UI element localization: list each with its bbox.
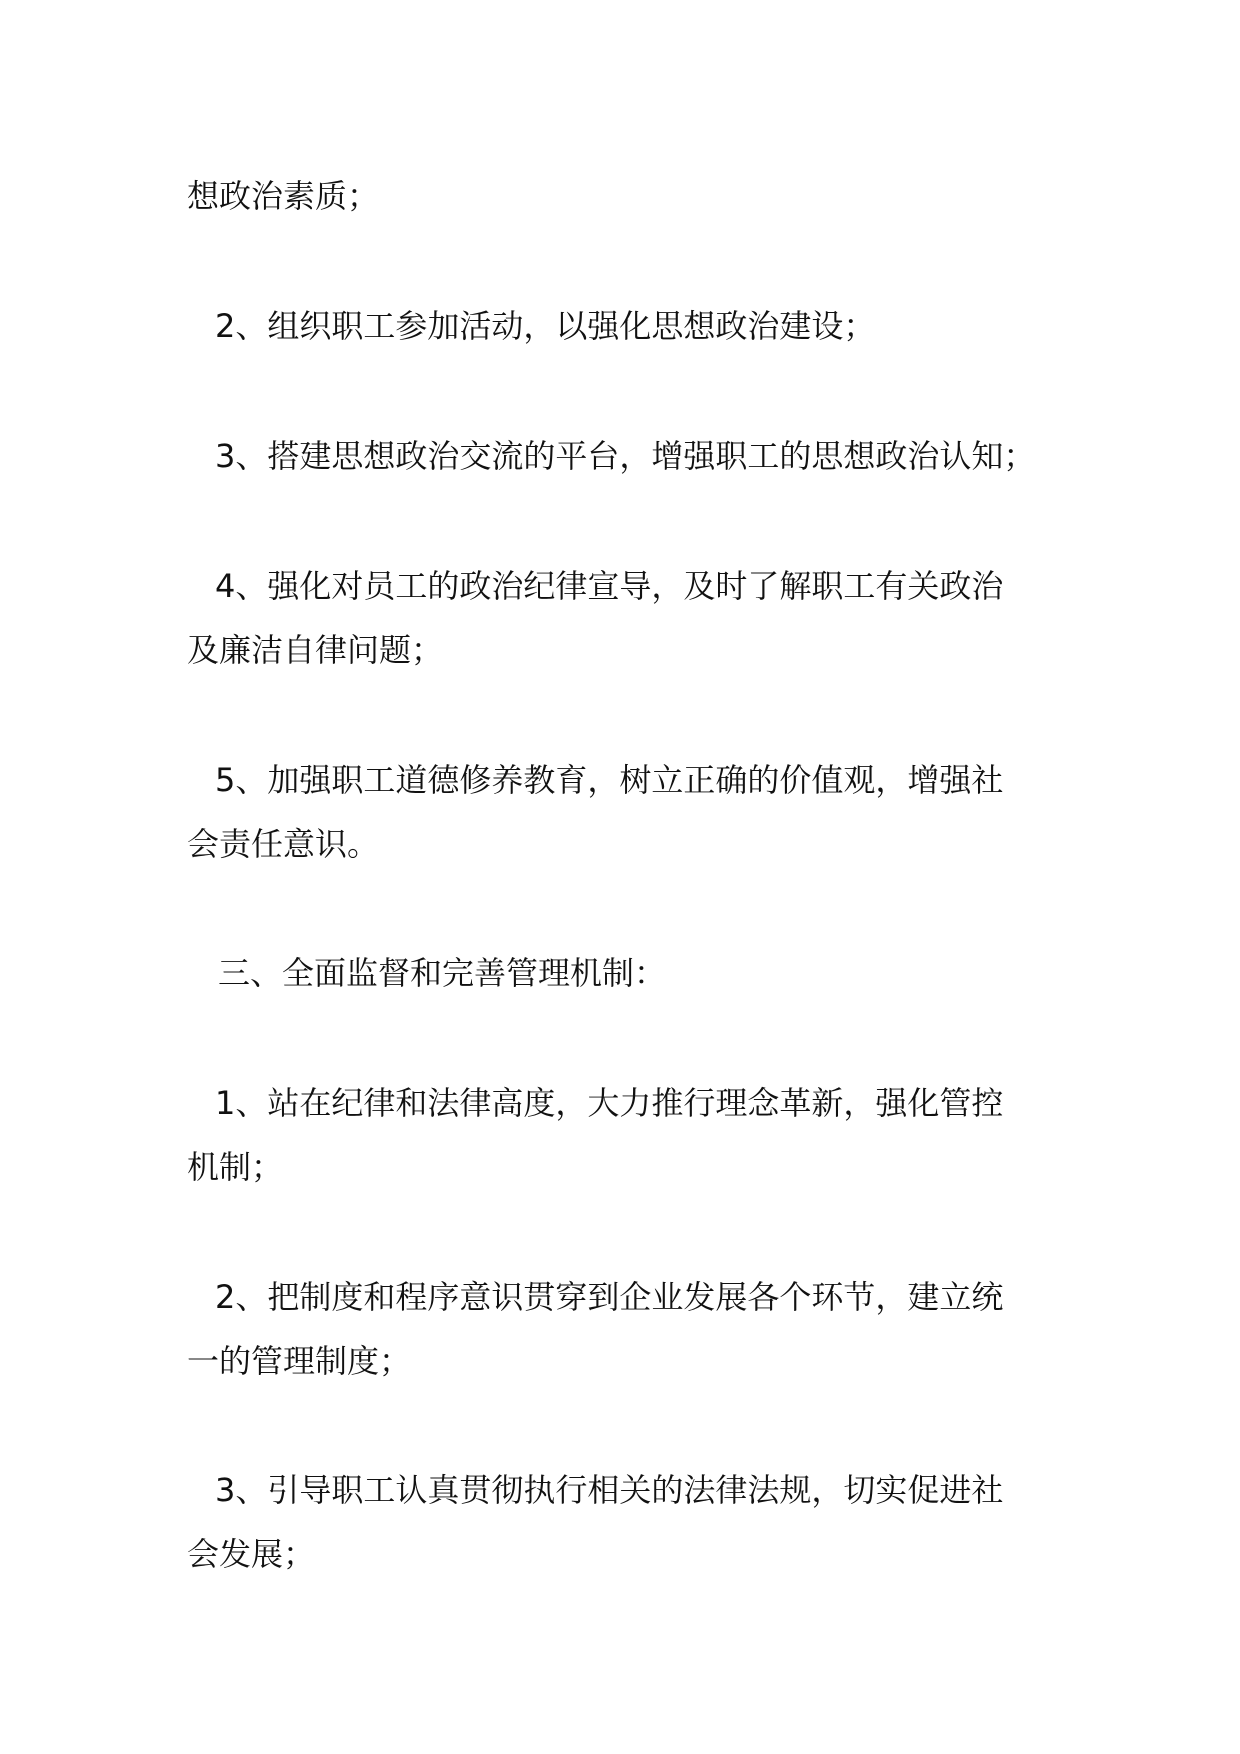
section-item-1-continuation: 机制； [187, 1148, 284, 1186]
section-item-2: 2、把制度和程序意识贯穿到企业发展各个环节，建立统 [215, 1278, 1004, 1316]
section-item-3-continuation: 会发展； [187, 1535, 316, 1573]
section-item-1: 1、站在纪律和法律高度，大力推行理念革新，强化管控 [215, 1084, 1004, 1122]
section-item-2-continuation: 一的管理制度； [187, 1342, 412, 1380]
list-item-3: 3、搭建思想政治交流的平台，增强职工的思想政治认知； [215, 437, 1036, 475]
section-heading: 三、全面监督和完善管理机制： [218, 954, 667, 992]
section-item-3: 3、引导职工认真贯彻执行相关的法律法规，切实促进社 [215, 1471, 1004, 1509]
list-item-5: 5、加强职工道德修养教育，树立正确的价值观，增强社 [215, 761, 1004, 799]
list-item-4-continuation: 及廉洁自律问题； [187, 631, 444, 669]
list-item-5-continuation: 会责任意识。 [187, 825, 380, 863]
list-item-2: 2、组织职工参加活动，以强化思想政治建设； [215, 307, 876, 345]
list-item-4: 4、强化对员工的政治纪律宣导，及时了解职工有关政治 [215, 567, 1004, 605]
text-line-continuation: 想政治素质； [187, 177, 380, 215]
